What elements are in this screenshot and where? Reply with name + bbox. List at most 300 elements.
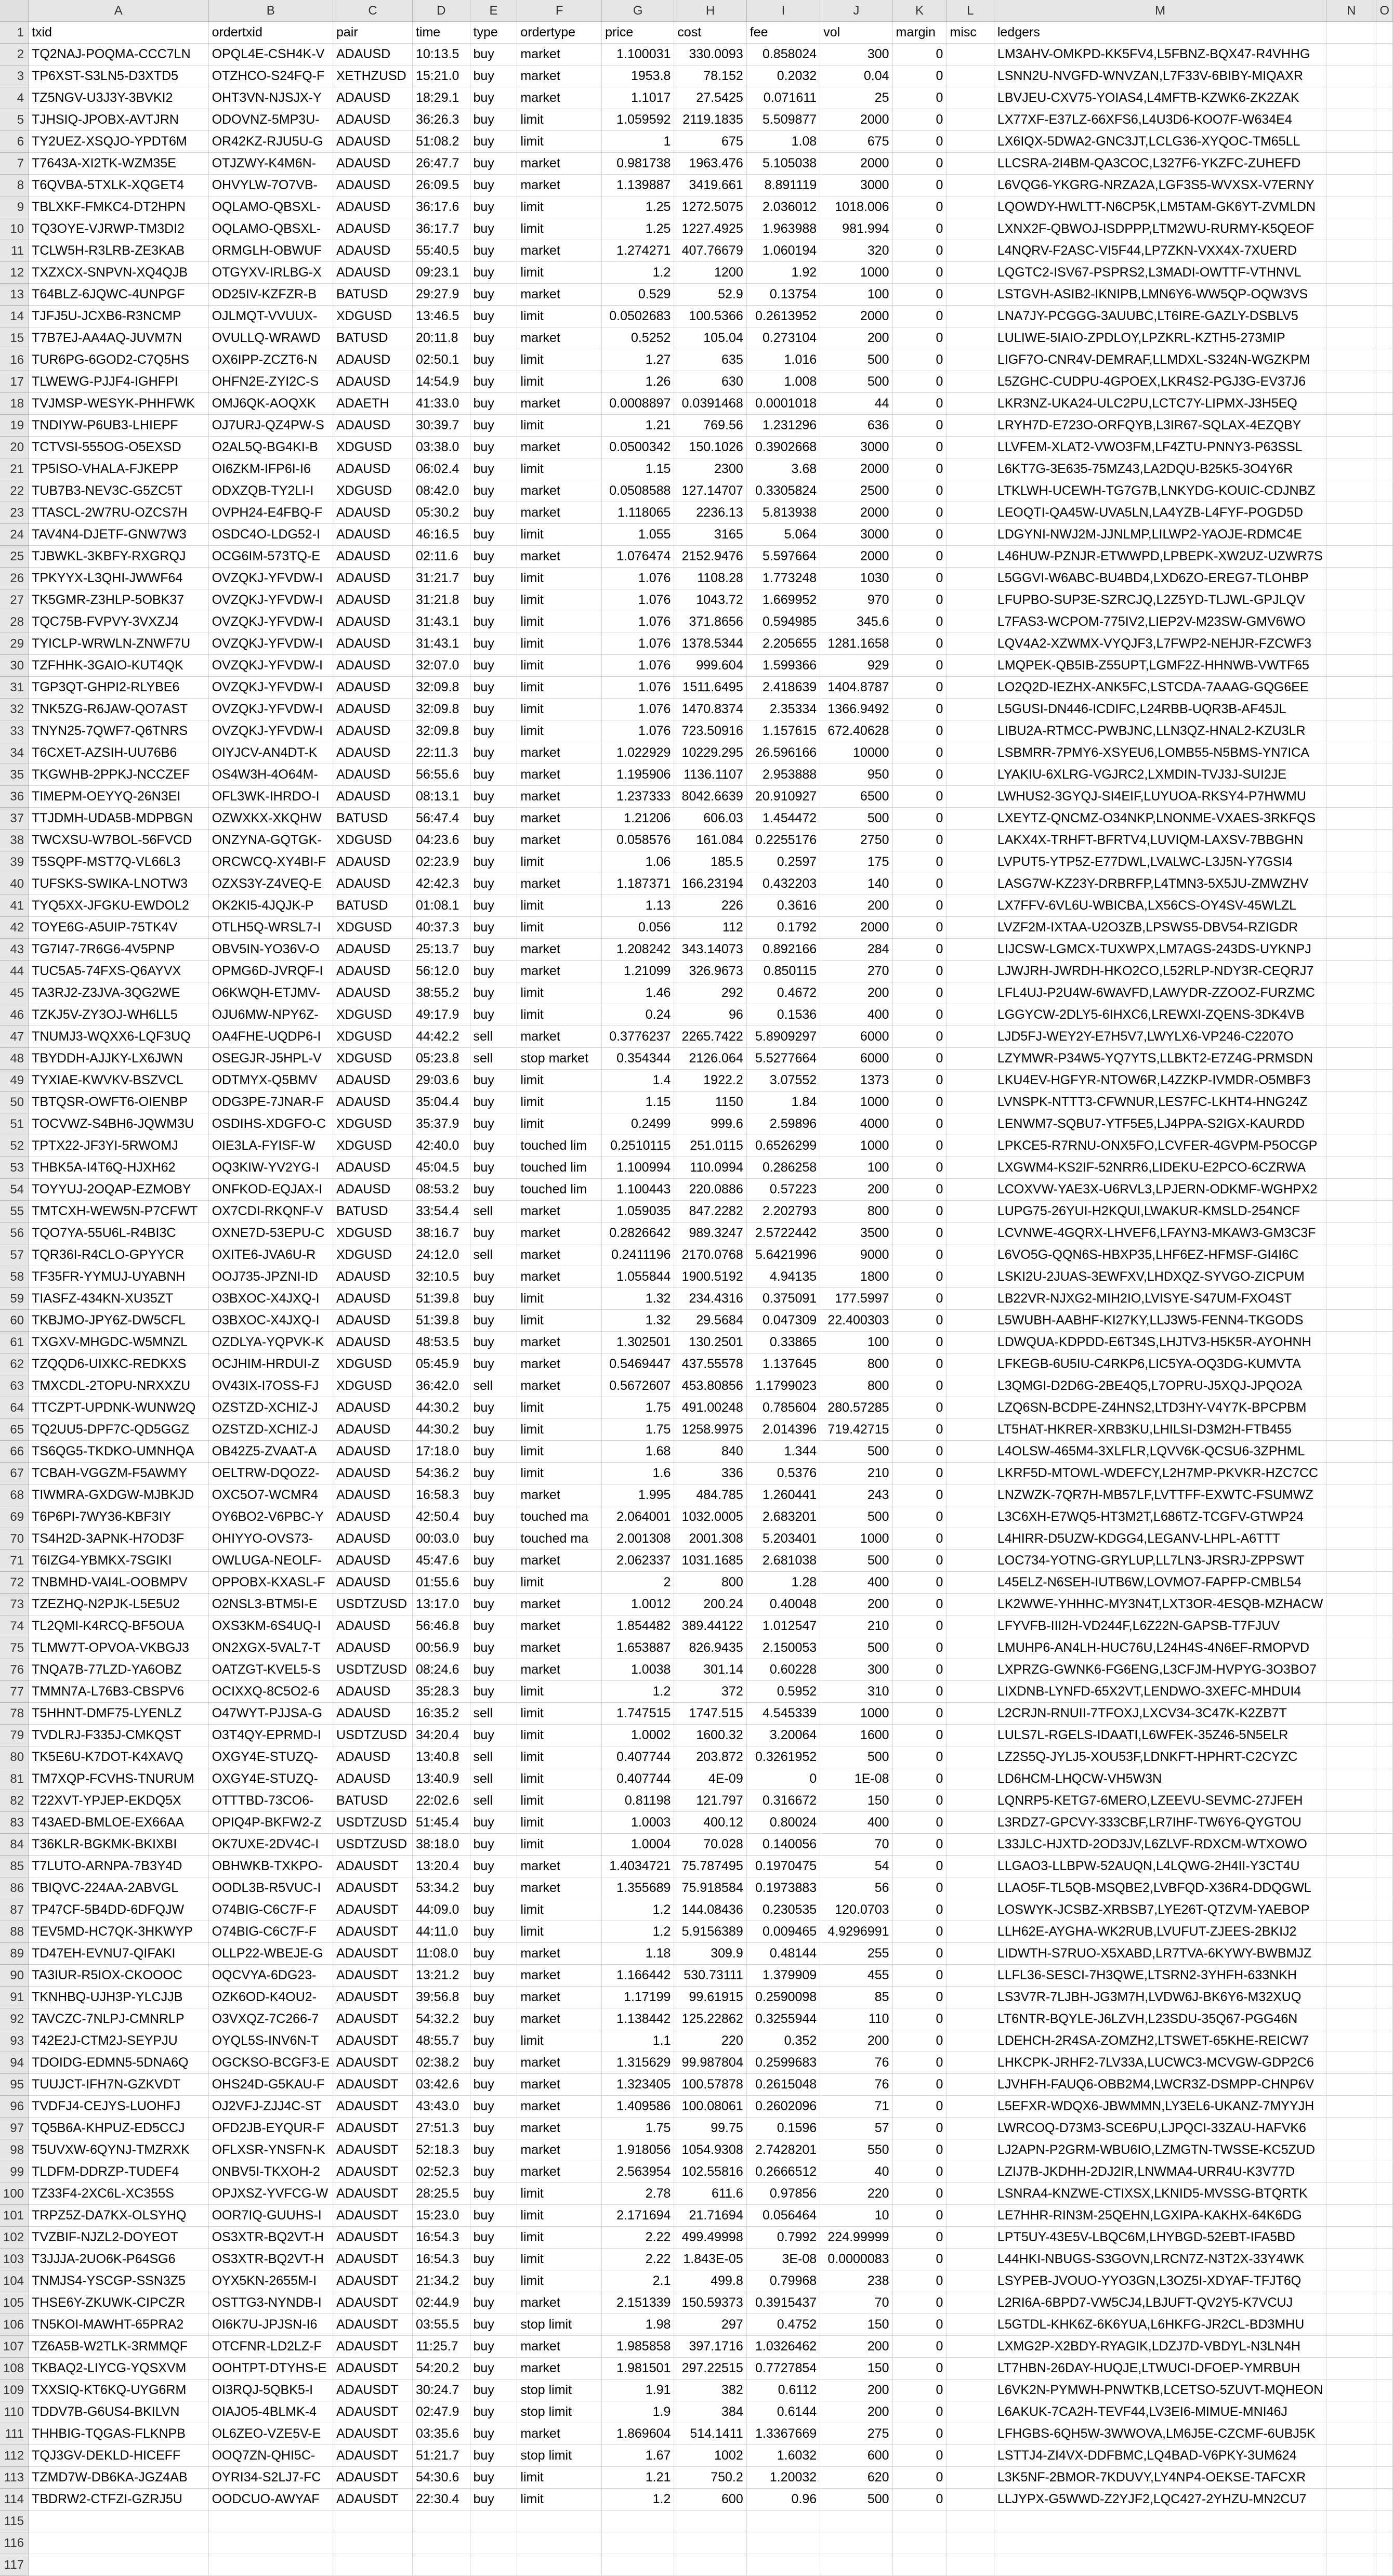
cell[interactable]: 0 (892, 371, 947, 393)
cell[interactable]: 226 (674, 895, 746, 917)
cell[interactable]: LNZWZK-7QR7H-MB57LF,LVTTFF-EXWTC-FSUMWZ (994, 1484, 1326, 1506)
cell[interactable]: OHVYLW-7O7VB- (208, 175, 333, 196)
cell[interactable]: O3BXOC-X4JXQ-I (208, 1310, 333, 1332)
cell[interactable] (1326, 546, 1376, 568)
cell[interactable]: OPMG6D-JVRQF-I (208, 961, 333, 982)
cell[interactable]: 1.4 (602, 1070, 674, 1092)
cell[interactable]: OXNE7D-53EPU-C (208, 1223, 333, 1244)
cell[interactable]: 0.2602096 (746, 2096, 820, 2118)
cell[interactable]: TNK5ZG-R6JAW-QO7AST (29, 699, 209, 720)
cell[interactable]: 1.139887 (602, 175, 674, 196)
cell[interactable]: 0 (892, 2314, 947, 2336)
cell[interactable]: OBHWKB-TXKPO- (208, 1856, 333, 1877)
cell[interactable] (1326, 764, 1376, 786)
cell[interactable]: T42E2J-CTM2J-SEYPJU (29, 2030, 209, 2052)
cell[interactable]: 300 (820, 44, 892, 65)
cell[interactable]: L5GTDL-KHK6Z-6K6YUA,L6HKFG-JR2CL-BD3MHU (994, 2314, 1326, 2336)
cell[interactable]: 03:38.0 (412, 437, 470, 458)
cell[interactable]: TUC5A5-74FXS-Q6AYVX (29, 961, 209, 982)
cell[interactable]: 0 (892, 1004, 947, 1026)
cell[interactable]: 70.028 (674, 1834, 746, 1856)
cell[interactable]: 52:18.3 (412, 2139, 470, 2161)
cell[interactable]: 0 (892, 1528, 947, 1550)
cell[interactable]: 2000 (820, 502, 892, 524)
cell[interactable]: XDGUSD (333, 480, 413, 502)
cell[interactable] (1376, 568, 1393, 589)
cell[interactable]: OVZQKJ-YFVDW-I (208, 720, 333, 742)
cell[interactable]: LT5HAT-HKRER-XRB3KU,LHILSI-D3M2H-FTB455 (994, 1419, 1326, 1441)
cell[interactable] (1376, 1987, 1393, 2008)
cell[interactable] (947, 1506, 994, 1528)
cell[interactable]: 4E-09 (674, 1768, 746, 1790)
cell[interactable]: LIDWTH-S7RUO-X5XABD,LR7TVA-6KYWY-BWBMJZ (994, 1943, 1326, 1965)
cell[interactable]: 0 (892, 1834, 947, 1856)
cell[interactable]: buy (470, 677, 517, 699)
cell[interactable]: market (517, 153, 602, 175)
cell[interactable]: 0.79968 (746, 2270, 820, 2292)
cell[interactable]: 27:51.3 (412, 2118, 470, 2139)
cell[interactable] (1376, 677, 1393, 699)
cell[interactable]: 0 (892, 2249, 947, 2270)
cell[interactable]: limit (517, 611, 602, 633)
cell[interactable]: limit (517, 109, 602, 131)
row-header[interactable]: 70 (0, 1528, 29, 1550)
cell[interactable]: OATZGT-KVEL5-S (208, 1659, 333, 1681)
cell[interactable]: buy (470, 2008, 517, 2030)
cell[interactable] (1326, 1790, 1376, 1812)
cell[interactable]: 1.985858 (602, 2336, 674, 2358)
cell[interactable]: 51:21.7 (412, 2445, 470, 2467)
cell[interactable]: ADAUSD (333, 1506, 413, 1528)
cell[interactable] (1326, 2249, 1376, 2270)
row-header[interactable]: 81 (0, 1768, 29, 1790)
cell[interactable] (29, 2532, 209, 2554)
cell[interactable]: T7B7EJ-AA4AQ-JUVM7N (29, 327, 209, 349)
cell[interactable]: ADAUSDT (333, 1899, 413, 1921)
cell[interactable]: L5EFXR-WDQX6-JBWMMN,LY3EL6-UKANZ-7MYYJH (994, 2096, 1326, 2118)
cell[interactable] (1326, 1332, 1376, 1353)
cell[interactable] (1326, 2292, 1376, 2314)
cell[interactable]: TKGWHB-2PPKJ-NCCZEF (29, 764, 209, 786)
cell[interactable] (1326, 2030, 1376, 2052)
cell[interactable] (947, 699, 994, 720)
cell[interactable] (1326, 873, 1376, 895)
row-header[interactable]: 21 (0, 458, 29, 480)
cell[interactable]: 0 (892, 393, 947, 415)
cell[interactable] (947, 1965, 994, 1987)
cell[interactable]: market (517, 480, 602, 502)
cell[interactable]: 40:37.3 (412, 917, 470, 939)
cell[interactable]: 22:02.6 (412, 1790, 470, 1812)
cell[interactable]: TOYE6G-A5UIP-75TK4V (29, 917, 209, 939)
cell[interactable]: 0 (892, 262, 947, 284)
cell[interactable] (1326, 175, 1376, 196)
cell[interactable]: 0 (892, 568, 947, 589)
row-header[interactable]: 87 (0, 1899, 29, 1921)
cell[interactable]: buy (470, 2227, 517, 2249)
cell[interactable]: 989.3247 (674, 1223, 746, 1244)
cell[interactable]: ADAUSD (333, 1550, 413, 1572)
cell[interactable] (947, 458, 994, 480)
cell[interactable]: 929 (820, 655, 892, 677)
cell[interactable]: LT6NTR-BQYLE-J6LZVH,L23SDU-35Q67-PGG46N (994, 2008, 1326, 2030)
cell[interactable]: 0.2255176 (746, 830, 820, 851)
cell[interactable]: 1002 (674, 2445, 746, 2467)
cell[interactable]: 0.1970475 (746, 1856, 820, 1877)
cell[interactable]: LSNRA4-KNZWE-CTIXSX,LKNID5-MVSSG-BTQRTK (994, 2183, 1326, 2205)
cell[interactable]: 0 (892, 349, 947, 371)
cell[interactable]: 1.055 (602, 524, 674, 546)
cell[interactable] (1376, 2511, 1393, 2532)
cell[interactable]: 1032.0005 (674, 1506, 746, 1528)
cell[interactable]: 51:45.4 (412, 1812, 470, 1834)
cell[interactable]: limit (517, 1310, 602, 1332)
cell[interactable]: 2.1 (602, 2270, 674, 2292)
cell[interactable]: market (517, 502, 602, 524)
cell[interactable]: 719.42715 (820, 1419, 892, 1441)
row-header[interactable]: 105 (0, 2292, 29, 2314)
cell[interactable]: TK5E6U-K7DOT-K4XAVQ (29, 1746, 209, 1768)
cell[interactable]: L6KT7G-3E635-75MZ43,LA2DQU-B25K5-3O4Y6R (994, 458, 1326, 480)
cell[interactable]: 18:29.1 (412, 87, 470, 109)
cell[interactable] (947, 2336, 994, 2358)
cell[interactable]: 0 (892, 1943, 947, 1965)
cell[interactable]: limit (517, 2270, 602, 2292)
cell[interactable] (947, 175, 994, 196)
cell[interactable] (1376, 1048, 1393, 1070)
cell[interactable]: 0 (892, 240, 947, 262)
cell[interactable]: 0.13754 (746, 284, 820, 306)
row-header[interactable]: 12 (0, 262, 29, 284)
cell[interactable]: TZFHHK-3GAIO-KUT4QK (29, 655, 209, 677)
cell[interactable]: 1.076 (602, 633, 674, 655)
cell[interactable] (1326, 415, 1376, 437)
cell[interactable] (1326, 589, 1376, 611)
cell[interactable]: 46:16.5 (412, 524, 470, 546)
cell[interactable] (1326, 1223, 1376, 1244)
cell[interactable]: 2152.9476 (674, 546, 746, 568)
cell[interactable]: 0 (892, 1353, 947, 1375)
cell[interactable]: 1.669952 (746, 589, 820, 611)
cell[interactable] (208, 2554, 333, 2576)
row-header[interactable]: 73 (0, 1594, 29, 1615)
cell[interactable] (947, 764, 994, 786)
cell[interactable]: 16:54.3 (412, 2249, 470, 2270)
cell[interactable]: limit (517, 2249, 602, 2270)
cell[interactable]: buy (470, 1484, 517, 1506)
cell[interactable]: 5.5277664 (746, 1048, 820, 1070)
cell[interactable]: 52.9 (674, 284, 746, 306)
cell[interactable] (1326, 1856, 1376, 1877)
cell[interactable]: buy (470, 1943, 517, 1965)
cell[interactable]: L5GUSI-DN446-ICDIFC,L24RBB-UQR3B-AF45JL (994, 699, 1326, 720)
cell[interactable]: limit (517, 131, 602, 153)
cell[interactable]: ADAUSD (333, 764, 413, 786)
cell[interactable]: limit (517, 2205, 602, 2227)
cell[interactable]: 0 (892, 2008, 947, 2030)
row-header[interactable]: 104 (0, 2270, 29, 2292)
cell[interactable]: L6AKUK-7CA2H-TEVF44,LV3EI6-MIMUE-MNI46J (994, 2401, 1326, 2423)
cell[interactable]: 56:55.6 (412, 764, 470, 786)
cell[interactable]: market (517, 742, 602, 764)
cell[interactable]: 2126.064 (674, 1048, 746, 1070)
cell[interactable]: 0 (892, 1135, 947, 1157)
cell[interactable]: 32:09.8 (412, 699, 470, 720)
cell[interactable] (1326, 1310, 1376, 1332)
cell[interactable]: OODL3B-R5VUC-I (208, 1877, 333, 1899)
cell[interactable] (1326, 1288, 1376, 1310)
cell[interactable] (947, 1092, 994, 1113)
cell[interactable]: TNMJS4-YSCGP-SSN3Z5 (29, 2270, 209, 2292)
cell[interactable]: LCVNWE-4GQRX-LHVEF6,LFAYN3-MKAW3-GM3C3F (994, 1223, 1326, 1244)
row-header[interactable]: 45 (0, 982, 29, 1004)
cell[interactable]: TQ2NAJ-POQMA-CCC7LN (29, 44, 209, 65)
cell[interactable]: OBV5IN-YO36V-O (208, 939, 333, 961)
cell[interactable]: L5WUBH-AABHF-KI27KY,LLJ3W5-FENN4-TKGODS (994, 1310, 1326, 1332)
cell[interactable]: 13:21.2 (412, 1965, 470, 1987)
cell[interactable] (1326, 2445, 1376, 2467)
row-header[interactable]: 35 (0, 764, 29, 786)
cell[interactable]: 0 (892, 1397, 947, 1419)
cell[interactable]: BATUSD (333, 808, 413, 830)
cell[interactable]: OQ3KIW-YV2YG-I (208, 1157, 333, 1179)
cell[interactable]: ONBV5I-TKXOH-2 (208, 2161, 333, 2183)
cell[interactable] (1326, 2139, 1376, 2161)
row-header[interactable]: 20 (0, 437, 29, 458)
cell[interactable] (1376, 939, 1393, 961)
cell[interactable]: buy (470, 1223, 517, 1244)
cell[interactable] (1326, 1572, 1376, 1594)
cell[interactable] (1376, 240, 1393, 262)
cell[interactable]: 08:42.0 (412, 480, 470, 502)
cell[interactable]: 0.273104 (746, 327, 820, 349)
cell[interactable] (208, 2532, 333, 2554)
cell[interactable]: market (517, 1026, 602, 1048)
cell[interactable]: 31:43.1 (412, 611, 470, 633)
cell[interactable]: 0 (892, 2205, 947, 2227)
cell[interactable]: market (517, 1877, 602, 1899)
cell[interactable]: 371.8656 (674, 611, 746, 633)
cell[interactable] (947, 524, 994, 546)
cell[interactable]: OJ7URJ-QZ4PW-S (208, 415, 333, 437)
header-cell[interactable]: vol (820, 22, 892, 44)
cell[interactable]: 2000 (820, 917, 892, 939)
cell[interactable]: 13:40.8 (412, 1746, 470, 1768)
cell[interactable]: limit (517, 458, 602, 480)
row-header[interactable]: 36 (0, 786, 29, 808)
cell[interactable]: 100 (820, 284, 892, 306)
cell[interactable] (947, 2532, 994, 2554)
cell[interactable] (1326, 2227, 1376, 2249)
cell[interactable]: 70 (820, 1834, 892, 1856)
cell[interactable]: 42:42.3 (412, 873, 470, 895)
cell[interactable]: 1.15 (602, 1092, 674, 1113)
cell[interactable]: XDGUSD (333, 1375, 413, 1397)
cell[interactable]: 0 (892, 2118, 947, 2139)
cell[interactable]: 284 (820, 939, 892, 961)
cell[interactable]: buy (470, 633, 517, 655)
cell[interactable]: 1136.1107 (674, 764, 746, 786)
cell[interactable]: 455 (820, 1965, 892, 1987)
cell[interactable]: 0 (892, 677, 947, 699)
cell[interactable]: 25:13.7 (412, 939, 470, 961)
cell[interactable]: 43:43.0 (412, 2096, 470, 2118)
cell[interactable]: ADAUSD (333, 1703, 413, 1725)
cell[interactable] (947, 371, 994, 393)
cell[interactable] (1376, 633, 1393, 655)
cell[interactable]: buy (470, 808, 517, 830)
row-header[interactable]: 96 (0, 2096, 29, 2118)
cell[interactable]: 5.105038 (746, 153, 820, 175)
cell[interactable]: OODCUO-AWYAF (208, 2489, 333, 2511)
cell[interactable]: 2.7428201 (746, 2139, 820, 2161)
column-header-k[interactable]: K (892, 0, 947, 22)
cell[interactable] (1326, 196, 1376, 218)
cell[interactable]: 0 (892, 1332, 947, 1353)
cell[interactable]: 1.9 (602, 2401, 674, 2423)
cell[interactable]: 175 (820, 851, 892, 873)
cell[interactable]: O3BXOC-X4JXQ-I (208, 1288, 333, 1310)
cell[interactable]: stop limit (517, 2401, 602, 2423)
cell[interactable] (517, 2532, 602, 2554)
cell[interactable]: 29:03.6 (412, 1070, 470, 1092)
cell[interactable] (1326, 1266, 1376, 1288)
cell[interactable]: 0 (892, 1223, 947, 1244)
cell[interactable]: limit (517, 1790, 602, 1812)
cell[interactable]: 08:24.6 (412, 1659, 470, 1681)
cell[interactable] (820, 2511, 892, 2532)
cell[interactable]: 0.3616 (746, 895, 820, 917)
cell[interactable]: ADAUSD (333, 109, 413, 131)
cell[interactable]: 2.953888 (746, 764, 820, 786)
cell[interactable]: sell (470, 1048, 517, 1070)
cell[interactable]: 0 (892, 1266, 947, 1288)
cell[interactable]: 2000 (820, 546, 892, 568)
cell[interactable]: market (517, 1266, 602, 1288)
cell[interactable]: 02:38.2 (412, 2052, 470, 2074)
cell[interactable]: 27.5425 (674, 87, 746, 109)
cell[interactable]: 0 (892, 1594, 947, 1615)
cell[interactable]: LIXDNB-LYNFD-65X2VT,LENDWO-3XEFC-MHDUI4 (994, 1681, 1326, 1703)
cell[interactable]: limit (517, 1092, 602, 1113)
cell[interactable] (1326, 1965, 1376, 1987)
cell[interactable] (947, 982, 994, 1004)
cell[interactable]: L6VQG6-YKGRG-NRZA2A,LGF3S5-WVXSX-V7ERNY (994, 175, 1326, 196)
cell[interactable]: 32:10.5 (412, 1266, 470, 1288)
cell[interactable]: TQ2UU5-DPF7C-QD5GGZ (29, 1419, 209, 1441)
cell[interactable]: 0 (892, 830, 947, 851)
cell[interactable]: OYQL5S-INV6N-T (208, 2030, 333, 2052)
cell[interactable]: sell (470, 1244, 517, 1266)
cell[interactable]: 0 (892, 1965, 947, 1987)
cell[interactable]: L2RI6A-6BPD7-VW5CJ4,LBJUFT-QV2Y5-K7VCUJ (994, 2292, 1326, 2314)
cell[interactable]: ADAUSDT (333, 2270, 413, 2292)
cell[interactable]: 2236.13 (674, 502, 746, 524)
cell[interactable]: LNA7JY-PCGGG-3AUUBC,LT6IRE-GAZLY-DSBLV5 (994, 306, 1326, 327)
row-header[interactable]: 61 (0, 1332, 29, 1353)
cell[interactable]: 1.869604 (602, 2423, 674, 2445)
cell[interactable]: TNQA7B-77LZD-YA6OBZ (29, 1659, 209, 1681)
cell[interactable]: 0 (892, 699, 947, 720)
cell[interactable]: ADAETH (333, 393, 413, 415)
cell[interactable]: 127.14707 (674, 480, 746, 502)
cell[interactable]: 166.23194 (674, 873, 746, 895)
cell[interactable]: 24:12.0 (412, 1244, 470, 1266)
cell[interactable]: 238 (820, 2270, 892, 2292)
cell[interactable]: LWHUS2-3GYQJ-SI4EIF,LUYUOA-RKSY4-P7HWMU (994, 786, 1326, 808)
cell[interactable] (208, 2511, 333, 2532)
cell[interactable]: market (517, 1987, 602, 2008)
cell[interactable]: 42:40.0 (412, 1135, 470, 1157)
cell[interactable]: TPTX22-JF3YI-5RWOMJ (29, 1135, 209, 1157)
cell[interactable]: 22.400303 (820, 1310, 892, 1332)
row-header[interactable]: 111 (0, 2423, 29, 2445)
cell[interactable]: USDTZUSD (333, 1659, 413, 1681)
cell[interactable]: 1.076474 (602, 546, 674, 568)
cell[interactable]: 14:54.9 (412, 371, 470, 393)
cell[interactable] (947, 677, 994, 699)
cell[interactable] (1376, 1288, 1393, 1310)
cell[interactable] (1376, 2489, 1393, 2511)
cell[interactable]: TZ5NGV-U3J3Y-3BVKI2 (29, 87, 209, 109)
cell[interactable] (1376, 1550, 1393, 1572)
row-header[interactable]: 1 (0, 22, 29, 44)
cell[interactable]: 1.4034721 (602, 1856, 674, 1877)
cell[interactable] (1326, 1877, 1376, 1899)
row-header[interactable]: 52 (0, 1135, 29, 1157)
cell[interactable]: BATUSD (333, 327, 413, 349)
cell[interactable] (1376, 2139, 1393, 2161)
cell[interactable]: O74BIG-C6C7F-F (208, 1921, 333, 1943)
cell[interactable]: ADAUSDT (333, 2227, 413, 2249)
cell[interactable]: OOR7IQ-GUUHS-I (208, 2205, 333, 2227)
cell[interactable] (947, 2511, 994, 2532)
cell[interactable]: stop limit (517, 2380, 602, 2401)
cell[interactable]: USDTZUSD (333, 1725, 413, 1746)
cell[interactable]: 970 (820, 589, 892, 611)
cell[interactable]: 112 (674, 917, 746, 939)
cell[interactable]: TBTQSR-OWFT6-OIENBP (29, 1092, 209, 1113)
row-header[interactable]: 80 (0, 1746, 29, 1768)
cell[interactable]: TNUMJ3-WQXX6-LQF3UQ (29, 1026, 209, 1048)
cell[interactable]: touched lim (517, 1157, 602, 1179)
cell[interactable] (1376, 1004, 1393, 1026)
cell[interactable] (1376, 2270, 1393, 2292)
cell[interactable]: market (517, 1353, 602, 1375)
row-header[interactable]: 79 (0, 1725, 29, 1746)
cell[interactable] (1376, 1703, 1393, 1725)
cell[interactable] (1376, 2227, 1393, 2249)
cell[interactable]: 0.286258 (746, 1157, 820, 1179)
cell[interactable]: 16:35.2 (412, 1703, 470, 1725)
cell[interactable]: 0 (892, 480, 947, 502)
cell[interactable]: buy (470, 2074, 517, 2096)
cell[interactable]: 2.202793 (746, 1201, 820, 1223)
cell[interactable]: TOYYUJ-2OQAP-EZMOBY (29, 1179, 209, 1201)
cell[interactable] (1326, 480, 1376, 502)
cell[interactable] (947, 633, 994, 655)
cell[interactable]: LYAKIU-6XLRG-VGJRC2,LXMDIN-TVJ3J-SUI2JE (994, 764, 1326, 786)
cell[interactable]: 2.35334 (746, 699, 820, 720)
cell[interactable] (947, 2096, 994, 2118)
row-header[interactable]: 108 (0, 2358, 29, 2380)
cell[interactable]: 0 (892, 1987, 947, 2008)
cell[interactable] (1376, 1310, 1393, 1332)
cell[interactable] (947, 2358, 994, 2380)
cell[interactable] (1326, 131, 1376, 153)
cell[interactable]: 200 (820, 2401, 892, 2423)
cell[interactable]: 10 (820, 2205, 892, 2227)
